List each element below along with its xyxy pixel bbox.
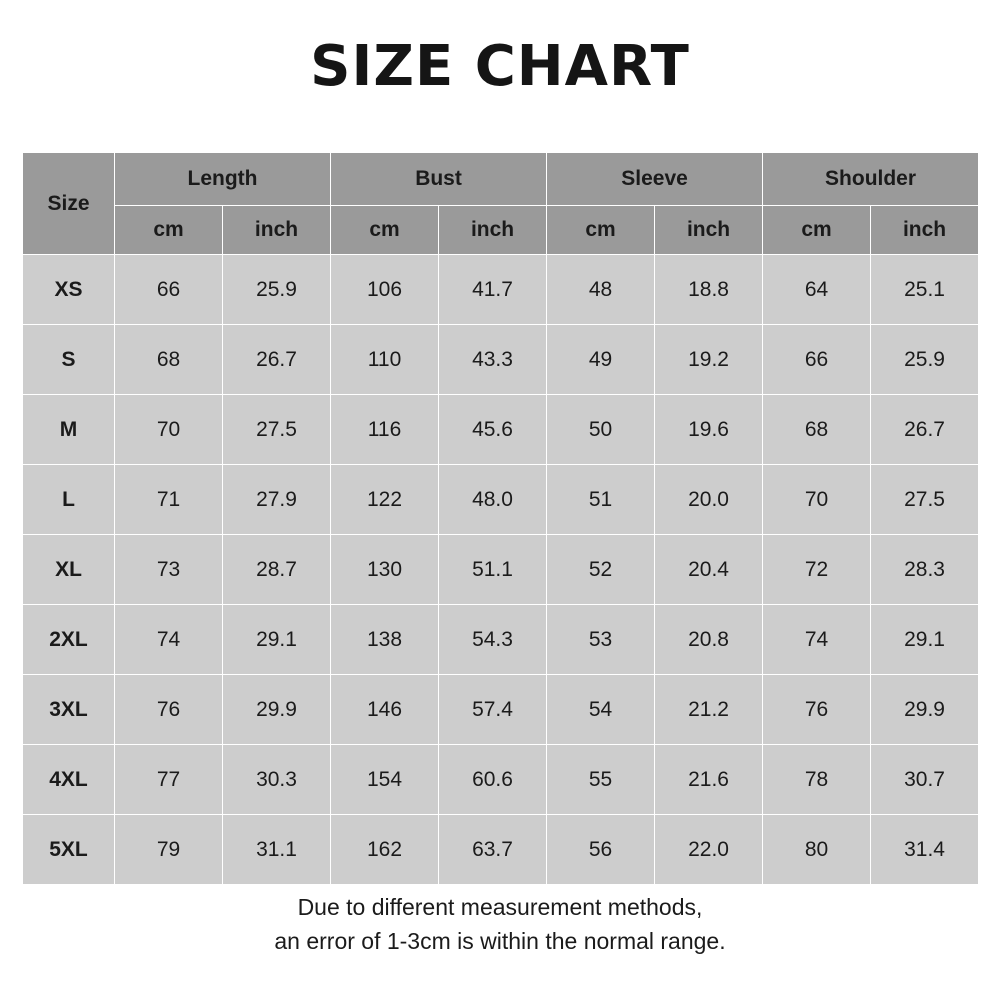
cell-shoulder-cm: 78 (763, 745, 871, 815)
cell-shoulder-inch: 29.1 (871, 605, 979, 675)
cell-length-inch: 29.1 (223, 605, 331, 675)
measurement-note (0, 890, 1000, 958)
cell-length-inch: 27.5 (223, 395, 331, 465)
note-line-1: Due to different measurement methods, (297, 894, 703, 920)
header-unit-length-cm: cm (115, 206, 223, 255)
cell-length-cm: 71 (115, 465, 223, 535)
row-size-label: L (23, 465, 115, 535)
table-body (23, 255, 979, 885)
header-row-units (23, 206, 979, 255)
row-size-label: M (23, 395, 115, 465)
header-unit-bust-inch: inch (439, 206, 547, 255)
cell-shoulder-inch: 25.9 (871, 325, 979, 395)
header-group-bust: Bust (331, 153, 547, 206)
cell-bust-cm: 138 (331, 605, 439, 675)
cell-shoulder-cm: 74 (763, 605, 871, 675)
cell-sleeve-inch: 18.8 (655, 255, 763, 325)
cell-length-cm: 79 (115, 815, 223, 885)
cell-shoulder-cm: 66 (763, 325, 871, 395)
cell-length-cm: 68 (115, 325, 223, 395)
cell-sleeve-cm: 55 (547, 745, 655, 815)
cell-length-inch: 28.7 (223, 535, 331, 605)
row-size-label: 2XL (23, 605, 115, 675)
header-unit-length-inch: inch (223, 206, 331, 255)
row-size-label: S (23, 325, 115, 395)
header-group-shoulder: Shoulder (763, 153, 979, 206)
cell-length-inch: 29.9 (223, 675, 331, 745)
cell-bust-cm: 122 (331, 465, 439, 535)
header-unit-shoulder-inch: inch (871, 206, 979, 255)
row-size-label: 3XL (23, 675, 115, 745)
cell-shoulder-inch: 25.1 (871, 255, 979, 325)
table-row (23, 395, 979, 465)
header-unit-shoulder-cm: cm (763, 206, 871, 255)
row-size-label: XS (23, 255, 115, 325)
size-chart-table-container (22, 152, 978, 885)
header-row-groups (23, 153, 979, 206)
cell-shoulder-inch: 27.5 (871, 465, 979, 535)
table-row (23, 255, 979, 325)
header-unit-sleeve-cm: cm (547, 206, 655, 255)
cell-sleeve-inch: 21.6 (655, 745, 763, 815)
cell-sleeve-cm: 48 (547, 255, 655, 325)
cell-sleeve-cm: 54 (547, 675, 655, 745)
cell-bust-inch: 43.3 (439, 325, 547, 395)
cell-sleeve-cm: 51 (547, 465, 655, 535)
cell-shoulder-inch: 30.7 (871, 745, 979, 815)
cell-bust-inch: 54.3 (439, 605, 547, 675)
cell-length-cm: 77 (115, 745, 223, 815)
cell-sleeve-inch: 21.2 (655, 675, 763, 745)
table-row (23, 815, 979, 885)
table-head (23, 153, 979, 255)
cell-length-inch: 31.1 (223, 815, 331, 885)
note-line-2: an error of 1-3cm is within the normal range. (274, 928, 726, 954)
cell-sleeve-inch: 19.2 (655, 325, 763, 395)
header-size: Size (23, 153, 115, 255)
cell-shoulder-cm: 68 (763, 395, 871, 465)
cell-shoulder-inch: 28.3 (871, 535, 979, 605)
cell-bust-cm: 130 (331, 535, 439, 605)
header-group-sleeve: Sleeve (547, 153, 763, 206)
cell-bust-inch: 51.1 (439, 535, 547, 605)
cell-sleeve-cm: 50 (547, 395, 655, 465)
cell-sleeve-cm: 52 (547, 535, 655, 605)
row-size-label: 5XL (23, 815, 115, 885)
table-row (23, 675, 979, 745)
cell-bust-cm: 154 (331, 745, 439, 815)
cell-shoulder-cm: 80 (763, 815, 871, 885)
cell-sleeve-inch: 19.6 (655, 395, 763, 465)
cell-length-cm: 66 (115, 255, 223, 325)
cell-length-cm: 74 (115, 605, 223, 675)
header-unit-sleeve-inch: inch (655, 206, 763, 255)
cell-sleeve-cm: 53 (547, 605, 655, 675)
cell-sleeve-inch: 20.4 (655, 535, 763, 605)
cell-length-inch: 30.3 (223, 745, 331, 815)
header-unit-bust-cm: cm (331, 206, 439, 255)
row-size-label: XL (23, 535, 115, 605)
table-row (23, 745, 979, 815)
cell-sleeve-inch: 20.0 (655, 465, 763, 535)
cell-length-inch: 25.9 (223, 255, 331, 325)
cell-shoulder-cm: 72 (763, 535, 871, 605)
cell-sleeve-cm: 49 (547, 325, 655, 395)
cell-bust-inch: 48.0 (439, 465, 547, 535)
cell-bust-inch: 41.7 (439, 255, 547, 325)
table-row (23, 535, 979, 605)
cell-shoulder-cm: 64 (763, 255, 871, 325)
table-row (23, 605, 979, 675)
cell-bust-cm: 106 (331, 255, 439, 325)
cell-length-cm: 73 (115, 535, 223, 605)
cell-bust-inch: 63.7 (439, 815, 547, 885)
cell-bust-inch: 57.4 (439, 675, 547, 745)
cell-shoulder-inch: 26.7 (871, 395, 979, 465)
cell-bust-cm: 162 (331, 815, 439, 885)
cell-shoulder-inch: 31.4 (871, 815, 979, 885)
cell-shoulder-inch: 29.9 (871, 675, 979, 745)
cell-length-cm: 70 (115, 395, 223, 465)
cell-sleeve-inch: 20.8 (655, 605, 763, 675)
cell-bust-cm: 110 (331, 325, 439, 395)
size-chart-table (22, 152, 979, 885)
row-size-label: 4XL (23, 745, 115, 815)
header-group-length: Length (115, 153, 331, 206)
table-row (23, 465, 979, 535)
page-title: SIZE CHART (310, 34, 690, 99)
cell-length-inch: 26.7 (223, 325, 331, 395)
cell-length-cm: 76 (115, 675, 223, 745)
cell-bust-cm: 146 (331, 675, 439, 745)
cell-sleeve-cm: 56 (547, 815, 655, 885)
cell-shoulder-cm: 70 (763, 465, 871, 535)
cell-shoulder-cm: 76 (763, 675, 871, 745)
cell-length-inch: 27.9 (223, 465, 331, 535)
cell-bust-cm: 116 (331, 395, 439, 465)
cell-sleeve-inch: 22.0 (655, 815, 763, 885)
table-row (23, 325, 979, 395)
cell-bust-inch: 45.6 (439, 395, 547, 465)
cell-bust-inch: 60.6 (439, 745, 547, 815)
